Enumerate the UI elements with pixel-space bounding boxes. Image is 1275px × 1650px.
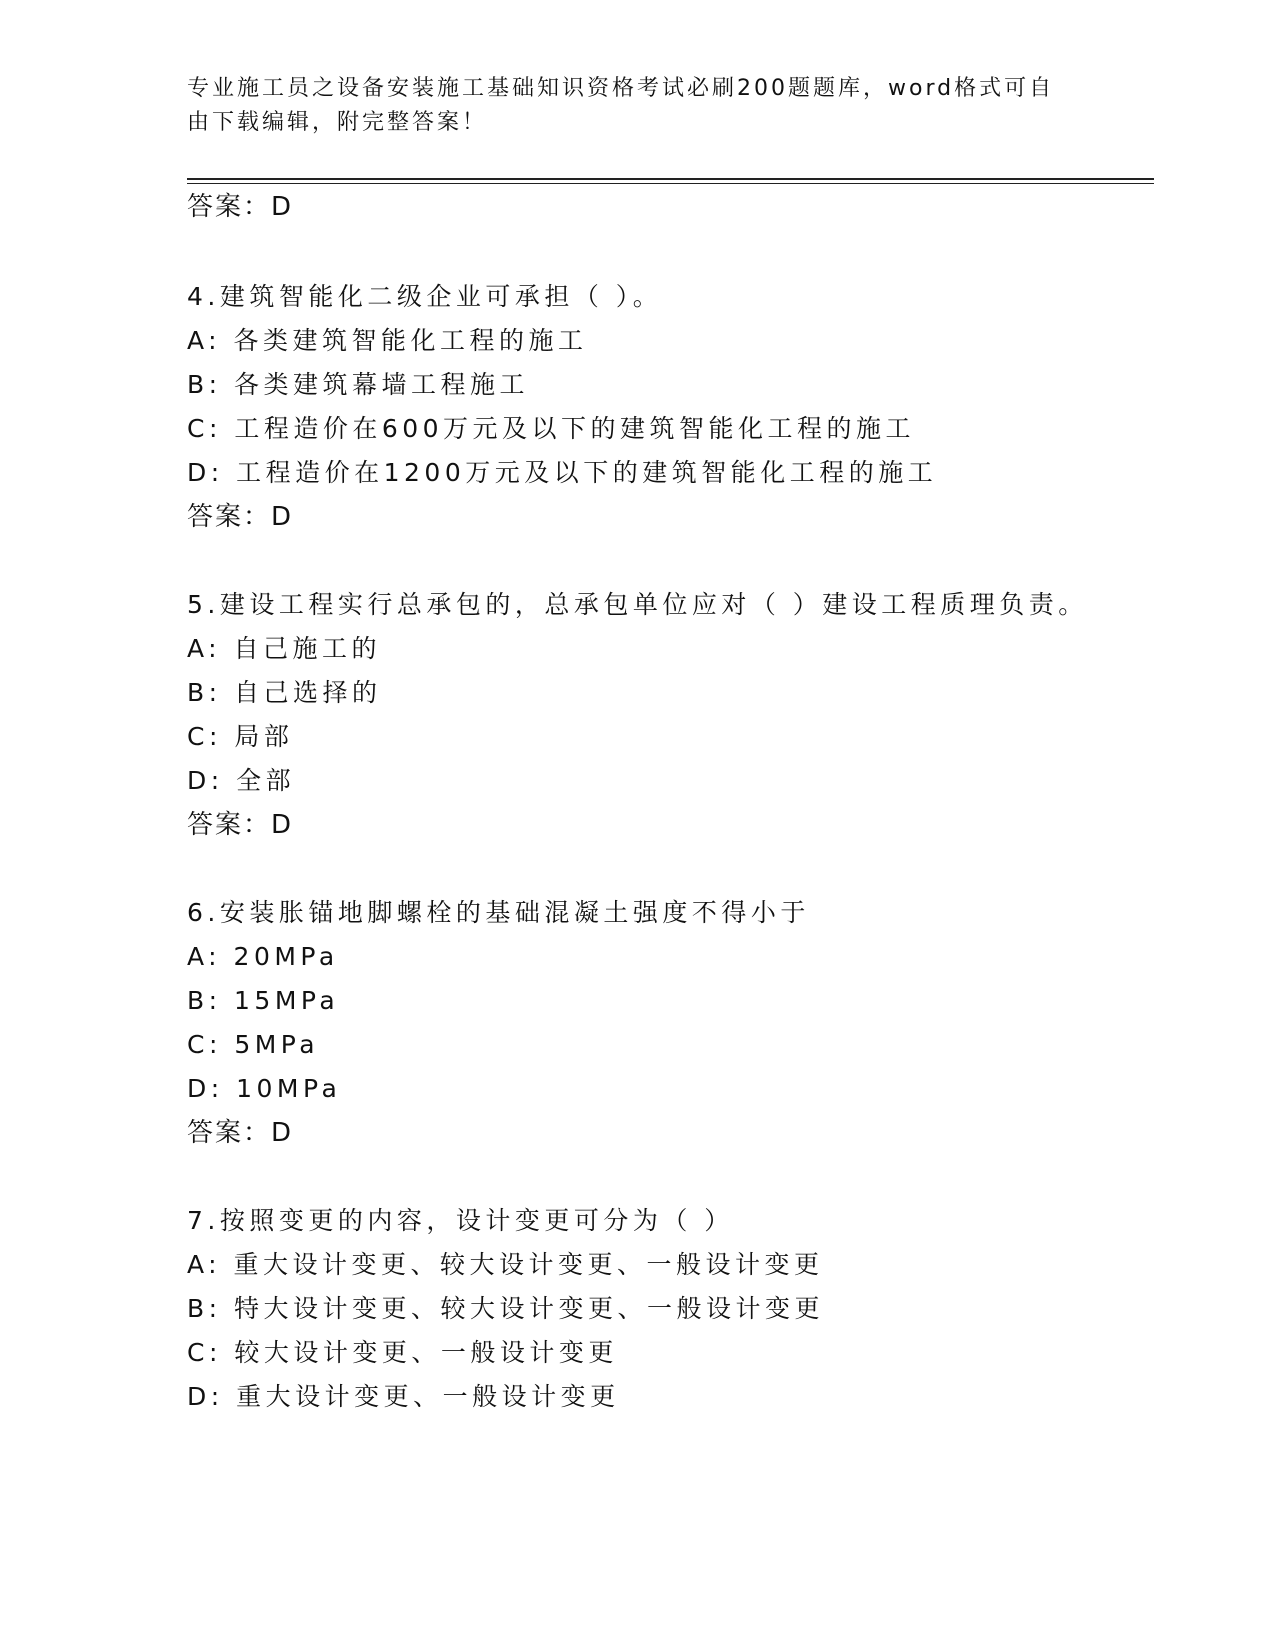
question-6-option-a: A: 20MPa xyxy=(187,942,339,971)
question-6-option-b: B: 15MPa xyxy=(187,986,340,1015)
question-5-option-a: A: 自己施工的 xyxy=(187,634,382,663)
header-divider-thin xyxy=(187,183,1154,184)
question-6-stem: 6.安装胀锚地脚螺栓的基础混凝土强度不得小于 xyxy=(187,898,810,927)
question-5-answer: 答案：D xyxy=(187,810,294,840)
question-7-stem: 7.按照变更的内容，设计变更可分为（ ） xyxy=(187,1206,734,1235)
question-5-option-c: C: 局部 xyxy=(187,722,294,751)
question-4-option-c: C: 工程造价在600万元及以下的建筑智能化工程的施工 xyxy=(187,414,916,443)
previous-answer: 答案：D xyxy=(187,192,294,222)
question-5-option-d: D: 全部 xyxy=(187,766,296,795)
question-6-answer: 答案：D xyxy=(187,1118,294,1148)
question-4-option-a: A: 各类建筑智能化工程的施工 xyxy=(187,326,588,355)
question-4-answer: 答案：D xyxy=(187,502,294,532)
question-4-option-b: B: 各类建筑幕墙工程施工 xyxy=(187,370,530,399)
question-6-option-d: D: 10MPa xyxy=(187,1074,342,1103)
question-7-option-a: A: 重大设计变更、较大设计变更、一般设计变更 xyxy=(187,1250,824,1279)
document-header: 专业施工员之设备安装施工基础知识资格考试必刷200题题库，word格式可自由下载编辑，附完整答案！ xyxy=(187,76,1055,135)
question-5-option-b: B: 自己选择的 xyxy=(187,678,382,707)
question-7-option-c: C: 较大设计变更、一般设计变更 xyxy=(187,1338,618,1367)
question-6-option-c: C: 5MPa xyxy=(187,1030,320,1059)
question-7-option-d: D: 重大设计变更、一般设计变更 xyxy=(187,1382,620,1411)
question-4-option-d: D: 工程造价在1200万元及以下的建筑智能化工程的施工 xyxy=(187,458,938,487)
question-4-stem: 4.建筑智能化二级企业可承担（ ）。 xyxy=(187,282,663,311)
question-7-option-b: B: 特大设计变更、较大设计变更、一般设计变更 xyxy=(187,1294,825,1323)
question-5-stem: 5.建设工程实行总承包的，总承包单位应对（ ）建设工程质理负责。 xyxy=(187,590,1088,619)
header-divider xyxy=(187,178,1154,180)
